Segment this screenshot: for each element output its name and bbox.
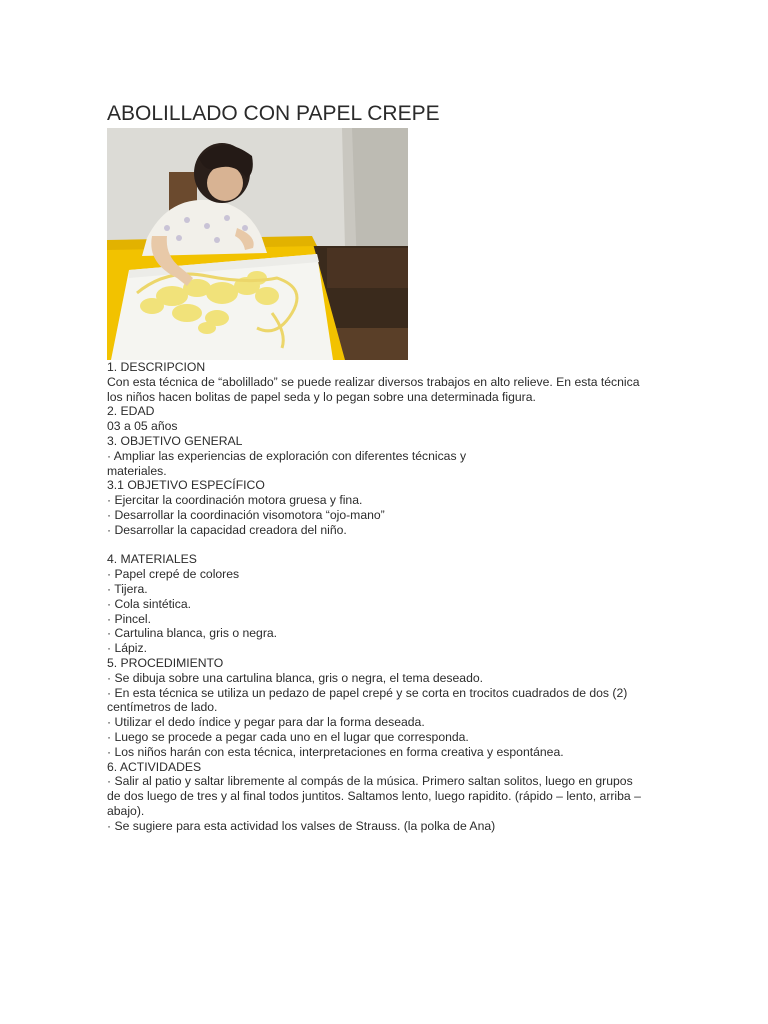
list-item: · Ejercitar la coordinación motora gruesa y fina. bbox=[107, 493, 363, 508]
list-item: · Cartulina blanca, gris o negra. bbox=[107, 626, 278, 641]
activity-photo bbox=[107, 128, 408, 360]
paragraph-line: 03 a 05 años bbox=[107, 419, 178, 434]
list-item: · Utilizar el dedo índice y pegar para dar la forma deseada. bbox=[107, 715, 425, 730]
paragraph-line: abajo). bbox=[107, 803, 145, 818]
paragraph-line: Con esta técnica de “abolillado” se puede realizar diversos trabajos en alto relieve. En esta técnica bbox=[107, 374, 640, 389]
list-item: · Ampliar las experiencias de exploración con diferentes técnicas y bbox=[107, 448, 467, 463]
list-item: · Papel crepé de colores bbox=[107, 567, 240, 582]
section-heading-procedimiento: 5. PROCEDIMIENTO bbox=[107, 655, 224, 670]
list-item: · Luego se procede a pegar cada uno en el lugar que corresponda. bbox=[107, 729, 469, 744]
paragraph-line: de dos luego de tres y al final todos juntitos. Saltamos lento, luego rapidito. (rápido – lento, arriba – bbox=[107, 789, 641, 804]
section-heading-actividades: 6. ACTIVIDADES bbox=[107, 759, 202, 774]
list-item: · Cola sintética. bbox=[107, 596, 191, 611]
list-item: · Los niños harán con esta técnica, interpretaciones en forma creativa y espontánea. bbox=[107, 744, 564, 759]
blank-line bbox=[107, 538, 667, 553]
list-item: · Pincel. bbox=[107, 611, 152, 626]
paragraph-line: materiales. bbox=[107, 463, 167, 478]
list-item: · Lápiz. bbox=[107, 641, 147, 656]
list-item: · Desarrollar la coordinación visomotora “ojo-mano” bbox=[107, 507, 385, 522]
section-heading-objetivo-especifico: 3.1 OBJETIVO ESPECÍFICO bbox=[107, 478, 265, 493]
photo-child-crepe-paper-icon bbox=[107, 128, 408, 360]
list-item: · Se dibuja sobre una cartulina blanca, gris o negra, el tema deseado. bbox=[107, 670, 484, 685]
page-title: ABOLILLADO CON PAPEL CREPE bbox=[107, 102, 440, 125]
section-heading-descripcion: 1. DESCRIPCION bbox=[107, 360, 206, 374]
list-item: · Salir al patio y saltar libremente al compás de la música. Primero saltan solitos, luego en grupos bbox=[107, 774, 633, 789]
section-heading-edad: 2. EDAD bbox=[107, 404, 155, 419]
list-item: · Tijera. bbox=[107, 581, 148, 596]
document-body bbox=[107, 360, 667, 834]
list-item: · Se sugiere para esta actividad los valses de Strauss. (la polka de Ana) bbox=[107, 818, 496, 833]
list-item: · En esta técnica se utiliza un pedazo de papel crepé y se corta en trocitos cuadrados de dos (2) bbox=[107, 685, 628, 700]
section-heading-materiales: 4. MATERIALES bbox=[107, 552, 197, 567]
paragraph-line: centímetros de lado. bbox=[107, 700, 218, 715]
section-heading-objetivo-general: 3. OBJETIVO GENERAL bbox=[107, 433, 243, 448]
paragraph-line: los niños hacen bolitas de papel seda y lo pegan sobre una determinada figura. bbox=[107, 389, 536, 404]
list-item: · Desarrollar la capacidad creadora del niño. bbox=[107, 522, 347, 537]
